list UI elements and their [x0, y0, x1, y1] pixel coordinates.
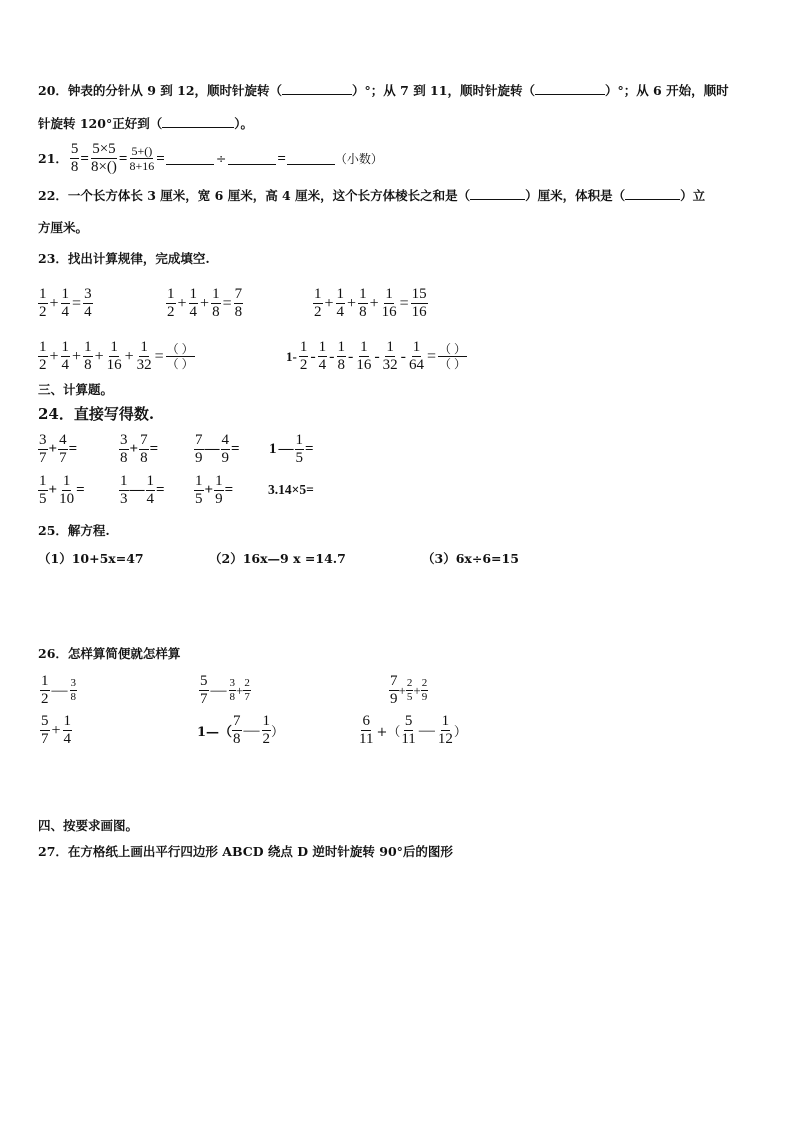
q20-line2: 针旋转 120°正好到（ ）。 — [38, 116, 253, 131]
answer-blank[interactable] — [162, 115, 234, 128]
q24-item: 3.14×5= — [268, 482, 314, 497]
q26-problem-4: $\frac{5}{7}$ + $\frac{1}{4}$ — [41, 713, 72, 747]
q24-item: $\frac{1}{5}$ + $\frac{1}{10}$ = — [39, 473, 85, 507]
q27-text: 27．在方格纸上画出平行四边形 ABCD 绕点 D 逆时针旋转 90°后的图形 — [38, 844, 453, 859]
q26-title: 26．怎样算简便就怎样算 — [38, 646, 181, 661]
q25-equation-1: （1）10+5x=47 — [38, 551, 144, 566]
q24-item: $\frac{7}{9}$ — $\frac{4}{9}$ = — [195, 432, 240, 466]
q26-problem-2: $\frac{5}{7}$ — $\frac{3}{8}$ + $\frac{2}{7}$ — [200, 673, 250, 707]
answer-blank[interactable] — [228, 152, 276, 165]
q25-equation-3: （3）6x÷6=15 — [422, 551, 519, 566]
q26-problem-3: $\frac{7}{9}$ + $\frac{2}{5}$ + $\frac{2}{9}$ — [390, 673, 428, 707]
q24-title: 24．直接写得数. — [38, 405, 155, 423]
fraction: $\frac{5\times 5}{8\times()}$ — [90, 141, 117, 175]
q23-pattern-4: $\frac{1}{2}$ + $\frac{1}{4}$ + $\frac{1}{8}$ + $\frac{1}{16}$ + $\frac{1}{32}$ = $\frac{( )}{( )}$ — [39, 339, 194, 373]
q24-item: 1 — $\frac{1}{5}$ = — [269, 432, 314, 466]
q24-item: $\frac{3}{7}$ + $\frac{4}{7}$ = — [39, 432, 78, 466]
answer-fraction-blank[interactable]: $\frac{( )}{( )}$ — [166, 342, 194, 371]
q24-item: $\frac{1}{5}$ + $\frac{1}{9}$ = — [195, 473, 234, 507]
fraction: $\frac{5}{8}$ — [70, 141, 79, 175]
q23-pattern-5: 1- $\frac{1}{2}$ - $\frac{1}{4}$ - $\frac{1}{8}$ - $\frac{1}{16}$ - $\frac{1}{32}$ - $\frac{1}{64}$ = $\frac{( )}{( )}$ — [286, 339, 467, 373]
q21: 21． $\frac{5}{8}$ = $\frac{5\times 5}{8\times()}$ = $\frac{5+()}{8+16}$ = ÷ = （小数） — [38, 141, 383, 175]
q26-problem-6: $\frac{6}{11}$ +（ $\frac{5}{11}$ — $\frac{1}{12}$ ） — [359, 713, 467, 747]
q23-pattern-2: $\frac{1}{2}$ + $\frac{1}{4}$ + $\frac{1}{8}$ = $\frac{7}{8}$ — [167, 286, 243, 320]
section-4-heading: 四、按要求画图。 — [38, 818, 139, 833]
q24-item: $\frac{1}{3}$ — $\frac{1}{4}$ = — [120, 473, 165, 507]
answer-blank[interactable] — [287, 152, 335, 165]
answer-fraction-blank[interactable]: $\frac{( )}{( )}$ — [439, 342, 467, 371]
q24-item: $\frac{3}{8}$ + $\frac{7}{8}$ = — [120, 432, 159, 466]
q22-line2: 方厘米。 — [38, 220, 89, 235]
fraction: $\frac{5+()}{8+16}$ — [129, 144, 155, 173]
q25-title: 25．解方程. — [38, 523, 110, 538]
q25-equation-2: （2）16x—9 x =14.7 — [209, 551, 346, 566]
answer-blank[interactable] — [470, 187, 525, 200]
q23-pattern-1: $\frac{1}{2}$ + $\frac{1}{4}$ = $\frac{3}{4}$ — [39, 286, 92, 320]
q26-problem-1: $\frac{1}{2}$ — $\frac{3}{8}$ — [41, 673, 76, 707]
answer-blank[interactable] — [166, 152, 214, 165]
answer-blank[interactable] — [535, 82, 605, 95]
section-3-heading: 三、计算题。 — [38, 382, 114, 397]
q26-problem-5: 1—（ $\frac{7}{8}$ — $\frac{1}{2}$ ） — [197, 713, 285, 747]
q23-pattern-3: $\frac{1}{2}$ + $\frac{1}{4}$ + $\frac{1}{8}$ + $\frac{1}{16}$ = $\frac{15}{16}$ — [314, 286, 427, 320]
answer-blank[interactable] — [625, 187, 680, 200]
q23-title: 23．找出计算规律，完成填空. — [38, 251, 210, 266]
answer-blank[interactable] — [282, 82, 352, 95]
q20-line1: 20．钟表的分针从 9 到 12，顺时针旋转（ ）°；从 7 到 11，顺时针旋转（ ）°；从 6 开始，顺时 — [38, 83, 729, 98]
q22-line1: 22．一个长方体长 3 厘米，宽 6 厘米，高 4 厘米，这个长方体棱长之和是（ ）厘米，体积是（ ）立 — [38, 188, 706, 203]
